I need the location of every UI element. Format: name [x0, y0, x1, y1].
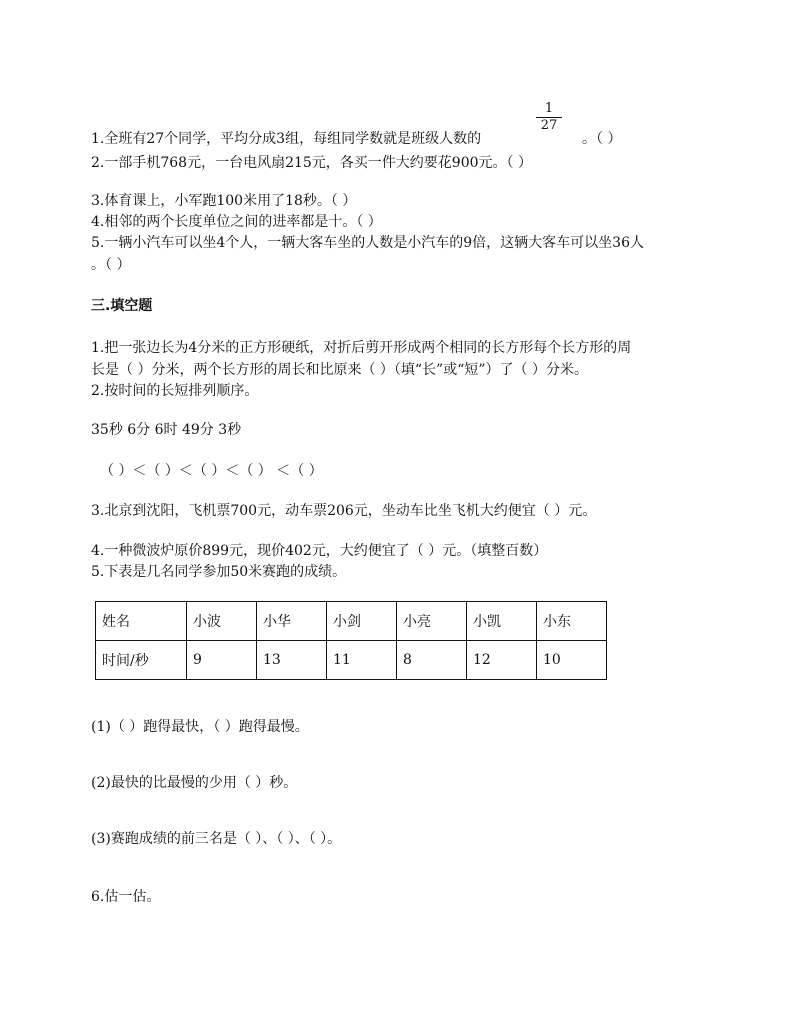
table-cell: 小东 — [537, 602, 607, 641]
table-cell: 9 — [187, 641, 257, 680]
table-cell: 13 — [257, 641, 327, 680]
table-cell: 小波 — [187, 602, 257, 641]
race-results-table — [95, 601, 607, 680]
judge-q1 — [91, 130, 481, 148]
fill-q2-blanks: （ ）＜（ ）＜（ ）＜（ ） ＜（ ） — [100, 463, 323, 479]
judge-q1-text: 1.全班有27个同学，平均分成3组，每组同学数就是班级人数的 — [91, 131, 482, 147]
fill-q4: 4.一种微波炉原价899元，现价402元，大约便宜了（ ）元。（填整百数） — [91, 543, 548, 559]
fill-q5-sub2: (2)最快的比最慢的少用（ ）秒。 — [91, 775, 298, 791]
judge-q3: 3.体育课上，小军跑100米用了18秒。（ ） — [91, 193, 357, 209]
fill-q5-sub1: (1)（ ）跑得最快，（ ）跑得最慢。 — [91, 719, 309, 735]
fill-q6: 6.估一估。 — [91, 889, 161, 905]
table-cell: 小剑 — [327, 602, 397, 641]
table-cell: 8 — [397, 641, 467, 680]
fill-q1-line1: 1.把一张边长为4分米的正方形硬纸，对折后剪开形成两个相同的长方形每个长方形的周 — [91, 340, 632, 356]
fill-q2-items: 35秒 6分 6时 49分 3秒 — [91, 422, 242, 438]
table-row — [96, 641, 607, 680]
fill-q3: 3.北京到沈阳，飞机票700元，动车票206元，坐动车比坐飞机大约便宜（ ）元。 — [91, 503, 597, 519]
table-cell: 11 — [327, 641, 397, 680]
section-heading: 三.填空题 — [91, 298, 153, 314]
table-cell: 小华 — [257, 602, 327, 641]
judge-q5-line1: 5.一辆小汽车可以坐4个人，一辆大客车坐的人数是小汽车的9倍，这辆大客车可以坐36人 — [91, 235, 644, 251]
judge-q1-tail: 。（ ） — [582, 131, 622, 147]
table-cell: 姓名 — [96, 602, 187, 641]
table-cell: 10 — [537, 641, 607, 680]
fraction-numerator: 1 — [544, 101, 554, 116]
fraction — [536, 102, 562, 133]
judge-q2: 2.一部手机768元，一台电风扇215元，各买一件大约要花900元。（ ） — [91, 155, 532, 171]
fill-q2: 2.按时间的长短排列顺序。 — [91, 383, 259, 399]
table-cell: 小亮 — [397, 602, 467, 641]
judge-q5-line2: 。（ ） — [91, 257, 131, 273]
fill-q1-line2: 长是（ ）分米，两个长方形的周长和比原来（ ）（填“长”或“短”）了（ ）分米。 — [91, 362, 588, 378]
table-cell: 时间/秒 — [96, 641, 187, 680]
fill-q5: 5.下表是几名同学参加50米赛跑的成绩。 — [91, 564, 347, 580]
fraction-denominator: 27 — [540, 118, 558, 133]
table-cell: 小凯 — [467, 602, 537, 641]
fill-q5-sub3: (3)赛跑成绩的前三名是（ ）、（ ）、（ ）。 — [91, 831, 342, 847]
table-row — [96, 602, 607, 641]
judge-q4: 4.相邻的两个长度单位之间的进率都是十。（ ） — [91, 214, 382, 230]
table-cell: 12 — [467, 641, 537, 680]
